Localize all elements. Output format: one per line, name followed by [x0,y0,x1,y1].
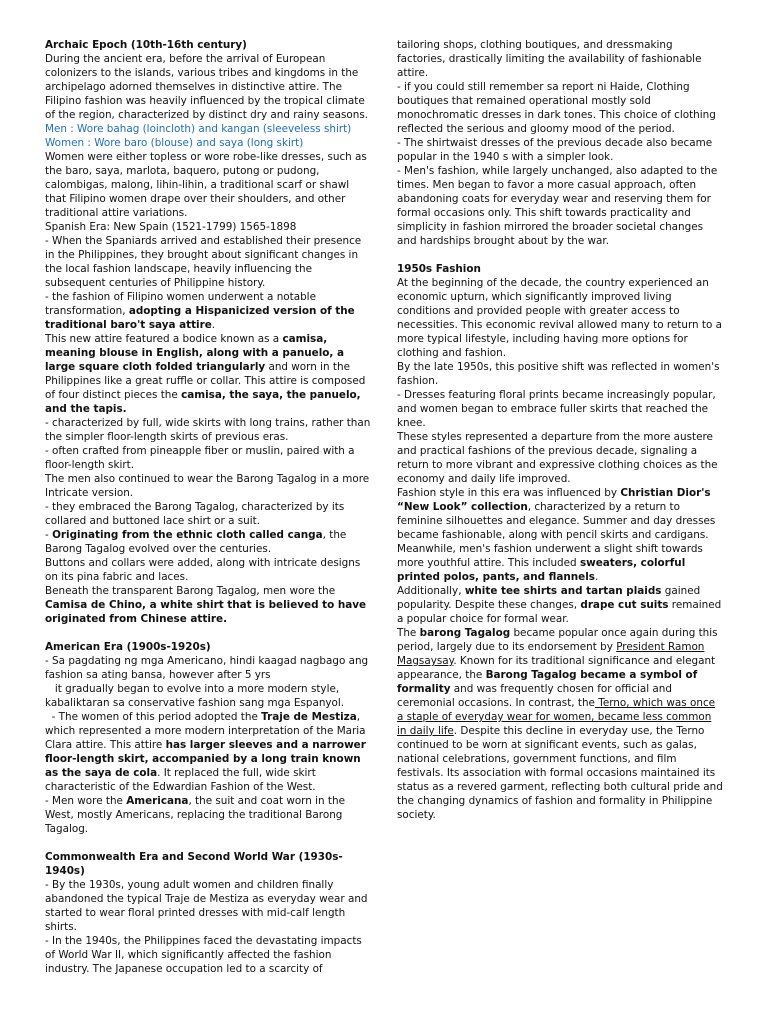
fifties-paragraph: Additionally, white tee shirts and tartan plaids gained popularity. Despite these changes, drape cut suits remained a popular choice for formal wear. [397,585,722,625]
war-paragraph: - The shirtwaist dresses of the previous decade also became popular in the 1940 s with a simpler look. [397,137,713,163]
fifties-paragraph: By the late 1950s, this positive shift was reflected in women's fashion. [397,361,720,387]
commonwealth-paragraph: - By the 1930s, young adult women and children finally abandoned the typical Traje de Mestiza as everyday wear and started to wear floral printed dresses with mid-calf length shirts. [45,879,368,933]
spanish-paragraph: The men also continued to wear the Barong Tagalog in a more Intricate version. [45,473,370,499]
american-paragraph: - Sa pagdating ng mga Americano, hindi kaagad nagbago ang fashion sa ating bansa, however after 5 yrs [45,655,369,681]
american-paragraph: - The women of this period adopted the Traje de Mestiza, which represented a more modern interpretation of the Maria Clara attire. This attire has larger sleeves and a narrower floor-length skirt, accompanied by a long train known as the saya de cola. It replaced the full, wide skirt characteristic of the Edwardian Fashion of the West. [45,711,370,793]
spanish-paragraph: Beneath the transparent Barong Tagalog, men wore the Camisa de Chino, a white shirt that is believed to have originated from Chinese attire. [45,585,367,625]
women-dresses-paragraph: Women were either topless or wore robe-like dresses, such as the baro, saya, marlota, baquero, putong or pudong, calombigas, malong, lihin-lihin, a traditional scarf or shawl that Filipino women drape over their shoulders, and other traditional attire variations. [45,151,367,219]
fifties-paragraph: At the beginning of the decade, the country experienced an economic upturn, which significantly improved living conditions and provided people with greater access to necessities. This economic revival allowed many to return to a more typical lifestyle, including having more options for clothing and fashion. [397,277,723,359]
spanish-paragraph: - often crafted from pineapple fiber or muslin, paired with a floor-length skirt. [45,445,355,471]
american-paragraph: it gradually began to evolve into a more modern style, kabaliktaran sa conservative fashion sang mga Espanyol. [45,683,345,709]
war-paragraph: - if you could still remember sa report ni Haide, Clothing boutiques that remained operational mostly sold monochromatic dresses in dark tones. This choice of clothing reflected the serious and gloomy mood of the period. [397,81,716,135]
war-paragraph: tailoring shops, clothing boutiques, and dressmaking factories, drastically limiting the availability of fashionable attire. [397,39,702,79]
american-heading: American Era (1900s-1920s) [45,641,211,653]
spanish-paragraph: This new attire featured a bodice known as a camisa, meaning blouse in English, along with a panuelo, a large square cloth folded triangularly and worn in the Philippines like a great ruffle or collar. This attire is composed of four distinct pieces the camisa, the saya, the panuelo, and the tapis. [45,333,366,415]
fifties-paragraph: These styles represented a departure from the more austere and practical fashions of the previous decade, signaling a return to more vibrant and expressive clothing choices as the economy and daily life improved. [397,431,718,485]
terno-underlined-text: Terno, which was once a staple of everyday wear for women, became less common in daily life [397,697,716,737]
magsaysay-underlined-text: President Ramon Magsaysay [397,641,705,667]
american-paragraph: - Men wore the Americana, the suit and coat worn in the West, mostly Americans, replacing the traditional Barong Tagalog. [45,795,345,835]
women-attire-line: Women : Wore baro (blouse) and saya (long skirt) [45,137,304,149]
archaic-heading: Archaic Epoch (10th-16th century) [45,39,247,51]
spanish-paragraph: - they embraced the Barong Tagalog, characterized by its collared and buttoned lace shirt or a suit. [45,501,345,527]
commonwealth-heading: Commonwealth Era and Second World War (1930s-1940s) [45,851,343,877]
spanish-paragraph: - Originating from the ethnic cloth called canga, the Barong Tagalog evolved over the centuries. [45,529,347,555]
fifties-heading: 1950s Fashion [397,263,481,275]
spanish-paragraph: - When the Spaniards arrived and established their presence in the Philippines, they brought about significant changes in the local fashion landscape, heavily influencing the subsequent centuries of Philippine history. [45,235,362,289]
fifties-paragraph: - Dresses featuring floral prints became increasingly popular, and women began to embrace fuller skirts that reached the knee. [397,389,716,429]
spanish-era-heading: Spanish Era: New Spain (1521-1799) 1565-1898 [45,221,297,233]
spanish-paragraph: - the fashion of Filipino women underwent a notable transformation, adopting a Hispanicized version of the traditional baro't saya attire. [45,291,355,331]
left-column [45,38,371,976]
spanish-paragraph: - characterized by full, wide skirts with long trains, rather than the simpler floor-length skirts of previous eras. [45,417,371,443]
commonwealth-paragraph: - In the 1940s, the Philippines faced the devastating impacts of World War II, which significantly affected the fashion industry. The Japanese occupation led to a scarcity of [45,935,362,975]
right-column [397,38,723,822]
fifties-paragraph: Fashion style in this era was influenced by Christian Dior's “New Look” collection, characterized by a return to feminine silhouettes and elegance. Summer and day dresses became fashionable, along with pencil skirts and cardigans. Meanwhile, men's fashion underwent a slight shift towards more youthful attire. This included sweaters, colorful printed polos, pants, and flannels. [397,487,716,583]
war-paragraph: - Men's fashion, while largely unchanged, also adapted to the times. Men began to favor a more casual approach, often abandoning coats for everyday wear and reserving them for formal occasions only. This shift towards practicality and simplicity in fashion mirrored the broader societal changes and hardships brought about by the war. [397,165,718,247]
archaic-intro: During the ancient era, before the arrival of European colonizers to the islands, various tribes and kingdoms in the archipelago adorned themselves in distinctive attire. The Filipino fashion was heavily influenced by the tropical climate of the region, characterized by distinct dry and rainy seasons. [45,53,369,121]
spanish-paragraph: Buttons and collars were added, along with intricate designs on its pina fabric and laces. [45,557,361,583]
men-attire-line: Men : Wore bahag (loincloth) and kangan (sleeveless shirt) [45,123,352,135]
fifties-paragraph: The barong Tagalog became popular once again during this period, largely due to its endorsement by President Ramon Magsaysay. Known for its traditional significance and elegant appearance, the Barong Tagalog became a symbol of formality and was frequently chosen for official and ceremonial occasions. In contrast, the Terno, which was once a staple of everyday wear for women, became less common in daily life. Despite this decline in everyday use, the Terno continued to be worn at significant events, such as galas, national celebrations, government functions, and film festivals. Its association with formal occasions maintained its status as a revered garment, reflecting both cultural pride and the changing dynamics of fashion and formality in Philippine society. [397,627,723,821]
